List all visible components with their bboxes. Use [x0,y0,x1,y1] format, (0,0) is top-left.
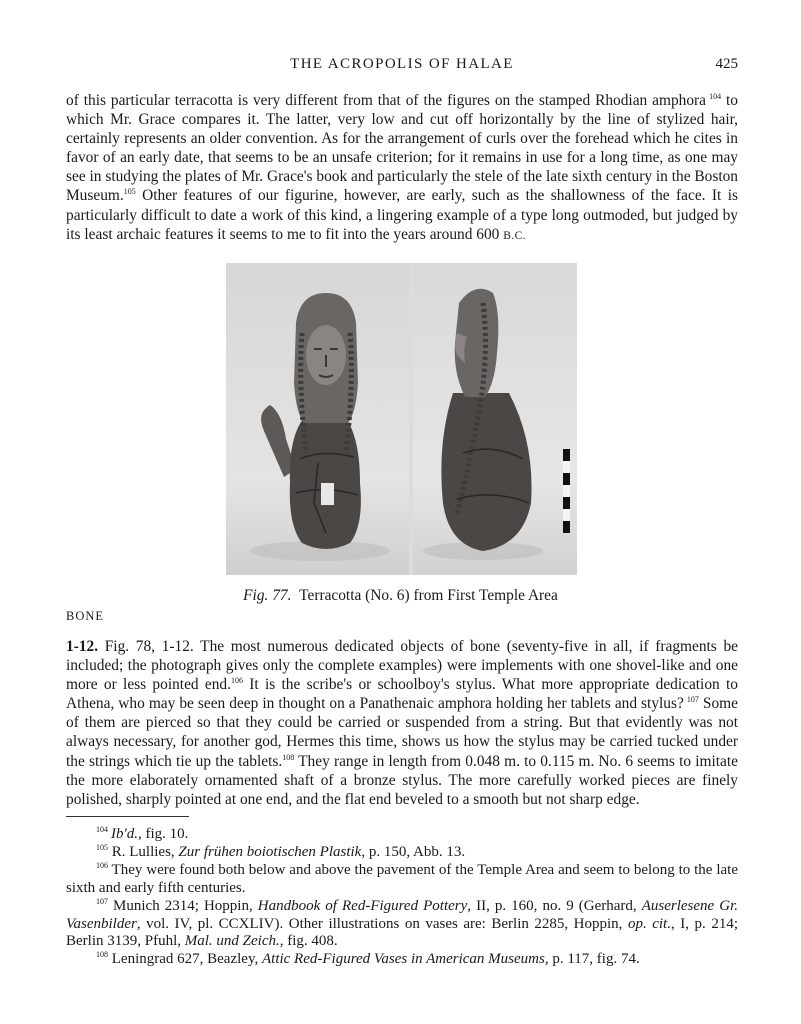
footnote-text: , II, p. 160, no. 9 (Gerhard, [467,897,642,914]
footnote-ref-104[interactable]: 104 [709,92,722,101]
footnote-text: , vol. IV, pl. CCXLIV). Other illustrations on vases are: Berlin 2285, Hoppin, [136,915,628,932]
footnote-text: , fig. 10. [137,826,189,842]
footnote-italic: Handbook of Red-Figured Pottery [257,897,468,914]
footnote-text: R. Lullies, [108,843,179,860]
figure-label: Fig. 77. [243,587,292,604]
footnote-number: 106 [96,860,108,870]
running-title: THE ACROPOLIS OF HALAE [290,56,514,72]
terracotta-side-view [413,263,577,575]
footnote-105 [66,844,738,862]
text-run: of this particular terracotta is very different from that of the figures on the stamped Rhodian amphora [66,92,706,109]
text-run: Fig. 78, 1-12. The most numerous dedicated objects of bone (seventy-five in all, if fragments be included; the photograph gives only the complete examples) were implements with one shovel-like and one more or less pointed end. [66,638,738,694]
terracotta-front-image [226,263,409,575]
figure-caption-text: Terracotta (No. 6) from First Temple Area [299,587,558,604]
footnote-italic: Zur frühen boiotischen Plastik [178,843,362,860]
footnote-106 [66,862,738,898]
text-run: Other features of our figurine, however, are early, such as the shallowness of the face. It is particularly difficult to date a work of this kind, a lingering example of a type long outmoded, but judged by its least archaic features it seems to me to fit into the years around 600 [66,187,738,243]
footnote-italic: op. cit. [627,915,671,932]
footnote-text: They were found both below and above the pavement of the Temple Area and seem to belong to the late sixth and early fifth centuries. [66,861,738,896]
footnote-number: 108 [96,950,108,960]
footnotes [66,826,738,969]
figure-caption [0,587,801,605]
text-run: Some of them are pierced so that they could be carried or suspended from a string. But that evidently was not always necessary, for another god, Hermes this time, shows us how the stylus may be carried tucked under the strings which tie up the tablets. [66,695,738,770]
footnote-ref-106[interactable]: 106 [230,676,243,686]
body-paragraph-1 [66,91,738,246]
footnote-italic: Auserlesene Gr. Vasenbilder [66,897,739,932]
page-number: 425 [715,56,738,72]
footnote-107 [66,898,738,952]
era-abbreviation: B.C. [503,229,526,242]
footnote-ref-108[interactable]: 108 [282,752,295,762]
section-heading: BONE [66,609,105,623]
body-paragraph-2 [66,637,738,809]
footnote-number: 105 [96,842,108,852]
footnote-104 [66,826,738,844]
footnote-text: , I, p. 214; Berlin 3139, Pfuhl, [66,915,738,950]
terracotta-front-view [226,263,409,575]
running-head [66,56,738,76]
footnote-ref-107[interactable]: 107 [686,695,699,705]
footnote-108 [66,951,738,969]
footnote-text: , p. 117, fig. 74. [544,951,640,968]
terracotta-side-image [413,263,577,575]
footnote-number: 107 [96,896,108,906]
footnote-italic: Ib'd. [111,826,138,842]
text-run: to which Mr. Grace compares it. The latter, very low and cut off horizontally by the line of stylized hair, certainly represents an older convention. As for the arrangement of curls over the forehead which he cites in favor of an early date, that seems to be an unsafe criterion; for it remains in use for a long time, as one may see in studying the plates of Mr. Grace's book and particularly the stele of the late sixth century in the Boston Museum. [66,92,738,205]
text-run: It is the scribe's or schoolboy's stylus. What more appropriate dedication to Athena, who may be seen deep in thought on a Panathenaic amphora holding her tablets and stylus? [66,676,738,713]
text-run: They range in length from 0.048 m. to 0.115 m. No. 6 seems to imitate the more elaborately ornamented shaft of a bronze stylus. The more carefully worked pieces are finely polished, sharply pointed at one end, and the flat end beveled to a smooth but not sharp edge. [66,752,738,808]
entry-number: 1-12. [66,638,99,655]
footnote-rule [66,816,189,817]
footnote-text: , p. 150, Abb. 13. [361,843,466,860]
footnote-text: , fig. 408. [279,933,338,950]
footnote-text: Munich 2314; Hoppin, [108,897,258,914]
footnote-text: Leningrad 627, Beazley, [108,951,262,968]
footnote-italic: Mal. und Zeich. [184,933,280,950]
footnote-ref-105[interactable]: 105 [123,187,136,197]
footnote-number: 104 [96,825,108,834]
figure-77-photograph [226,263,577,575]
footnote-italic: Attic Red-Figured Vases in American Museums [261,951,545,968]
